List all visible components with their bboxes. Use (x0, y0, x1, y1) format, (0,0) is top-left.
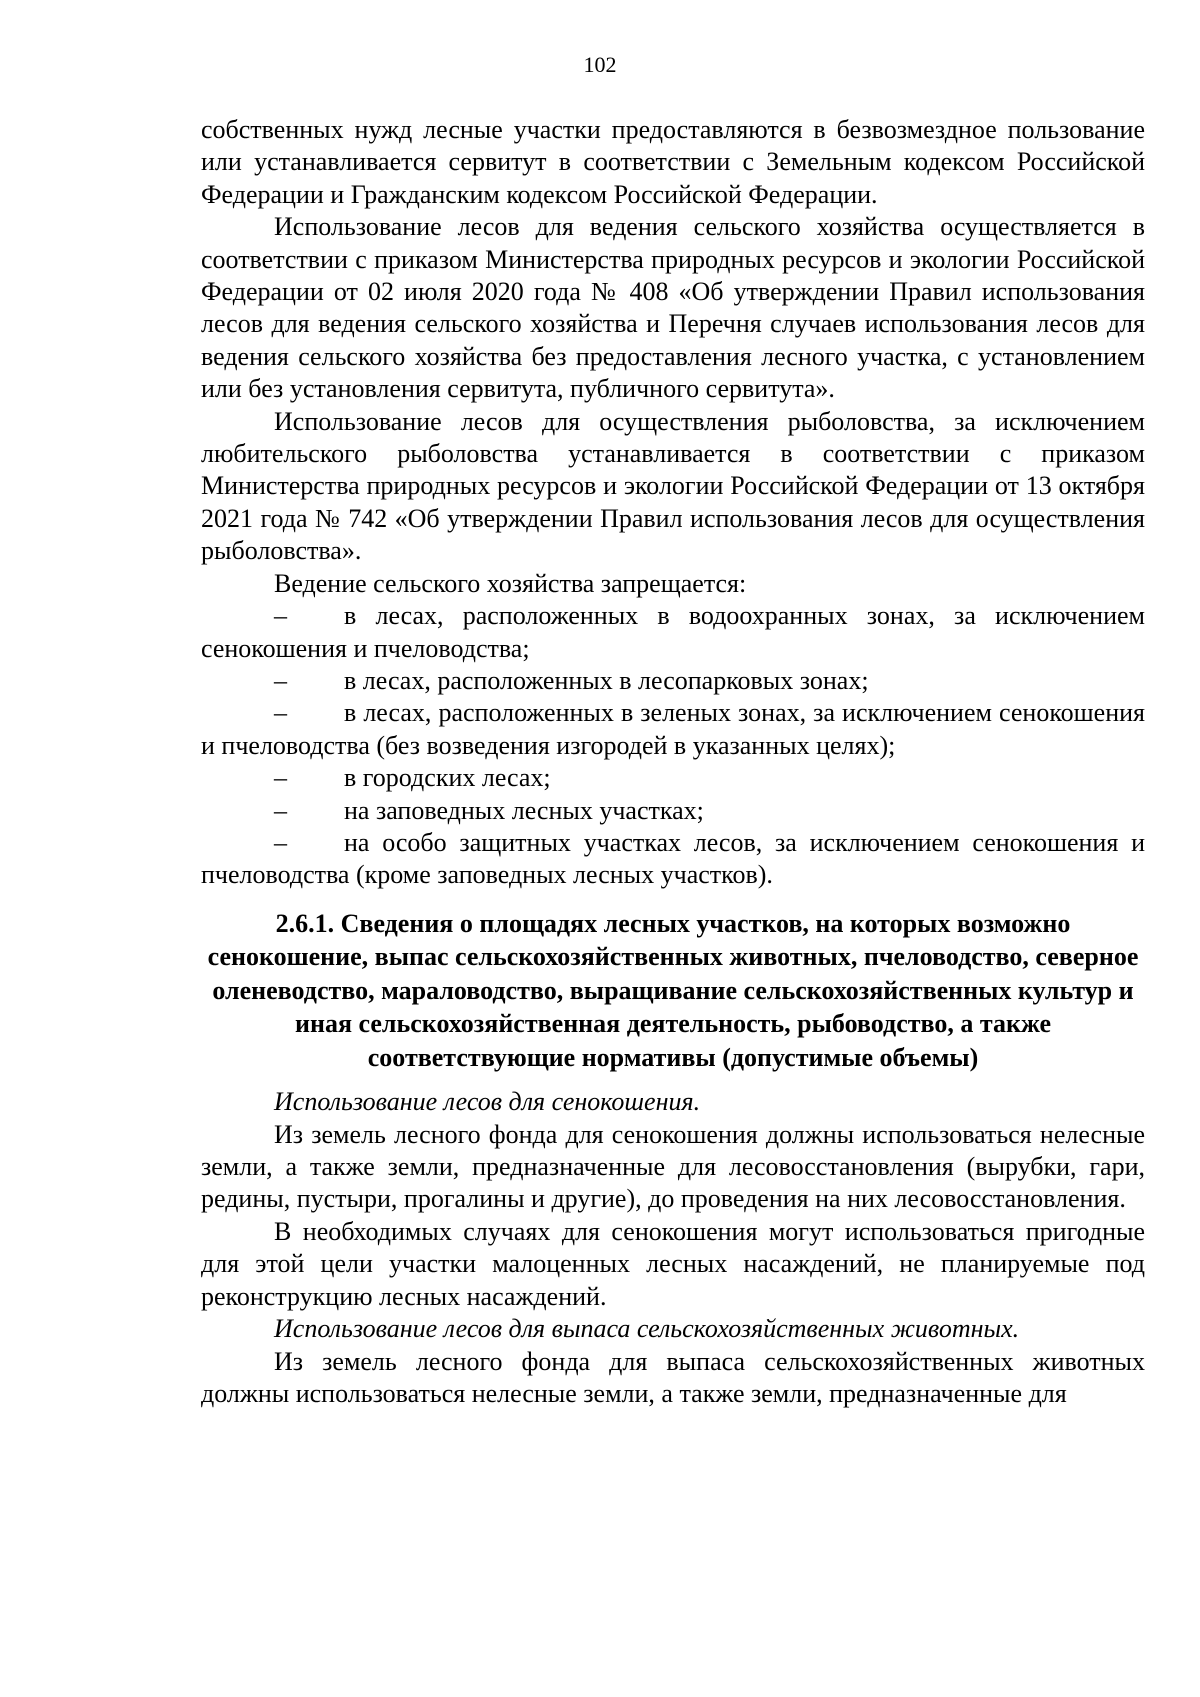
dash-bullet: – (274, 665, 287, 695)
document-body (201, 114, 1145, 1410)
paragraph-agriculture-order: Использование лесов для ведения сельского хозяйства осуществляется в соответствии с приказом Министерства природных ресурсов и экологии Российской Федерации от 02 июля 2020 года № 408 «Об утверждении Правил использования лесов для ведения сельского хозяйства и Перечня случаев использования лесов для ведения сельского хозяйства без предоставления лесного участка, с установлением или без установления сервитута, публичного сервитута». (201, 212, 1145, 404)
paragraph-haymaking-lands: Из земель лесного фонда для сенокошения должны использоваться нелесные земли, а также земли, предназначенные для лесовосстановления (вырубки, гари, редины, пустыри, прогалины и другие), до проведения на них лесовосстановления. (201, 1119, 1145, 1214)
dash-bullet: – (274, 795, 287, 825)
list-item (201, 600, 1145, 665)
paragraph-haymaking-plantations: В необходимых случаях для сенокошения могут использоваться пригодные для этой цели участки малоценных лесных насаждений, не планируемые под реконструкцию лесных насаждений. (201, 1216, 1145, 1311)
list-item-text: на особо защитных участках лесов, за исключением сенокошения и пчеловодства (кроме заповедных лесных участков). (201, 827, 1145, 890)
list-item-text: на заповедных лесных участках; (344, 795, 704, 825)
paragraph-prohibition-intro: Ведение сельского хозяйства запрещается: (274, 568, 747, 598)
paragraph-grazing-lands: Из земель лесного фонда для выпаса сельскохозяйственных животных должны использоваться нелесные земли, а также земли, предназначенные для (201, 1346, 1145, 1408)
dash-bullet: – (274, 698, 287, 728)
list-item-text: в лесах, расположенных в лесопарковых зонах; (344, 665, 869, 695)
paragraph-fishing-order: Использование лесов для осуществления рыболовства, за исключением любительского рыболовства устанавливается в соответствии с приказом Министерства природных ресурсов и экологии Российской Федерации от 13 октября 2021 года № 742 «Об утверждении Правил использования лесов для осуществления рыболовства». (201, 406, 1145, 566)
list-item-text: в лесах, расположенных в водоохранных зонах, за исключением сенокошения и пчеловодства; (201, 601, 1145, 663)
subheading-grazing: Использование лесов для выпаса сельскохозяйственных животных. (274, 1314, 1020, 1344)
list-item-text: в лесах, расположенных в зеленых зонах, за исключением сенокошения и пчеловодства (без возведения изгородей в указанных целях); (201, 698, 1145, 760)
list-item (201, 665, 1145, 697)
dash-bullet: – (274, 601, 287, 631)
page-number: 102 (583, 52, 617, 77)
subheading-haymaking: Использование лесов для сенокошения. (274, 1087, 701, 1117)
dash-bullet: – (274, 827, 287, 857)
paragraph-continuation: собственных нужд лесные участки предоставляются в безвозмездное пользование или устанавливается сервитут в соответствии с Земельным кодексом Российской Федерации и Гражданским кодексом Российской Федерации. (201, 115, 1145, 209)
list-item (201, 827, 1145, 892)
list-item (201, 762, 1145, 794)
list-item-text: в городских лесах; (344, 763, 551, 793)
section-heading: 2.6.1. Сведения о площадях лесных участков, на которых возможно сенокошение, выпас сельскохозяйственных животных, пчеловодство, северное оленеводство, мараловодство, выращивание сельскохозяйственных культур и иная сельскохозяйственная деятельность, рыбоводство, а также соответствующие нормативы (допустимые объемы) (207, 908, 1139, 1072)
dash-bullet: – (274, 763, 287, 793)
list-item (201, 697, 1145, 762)
prohibition-list (201, 600, 1145, 892)
list-item (201, 795, 1145, 827)
